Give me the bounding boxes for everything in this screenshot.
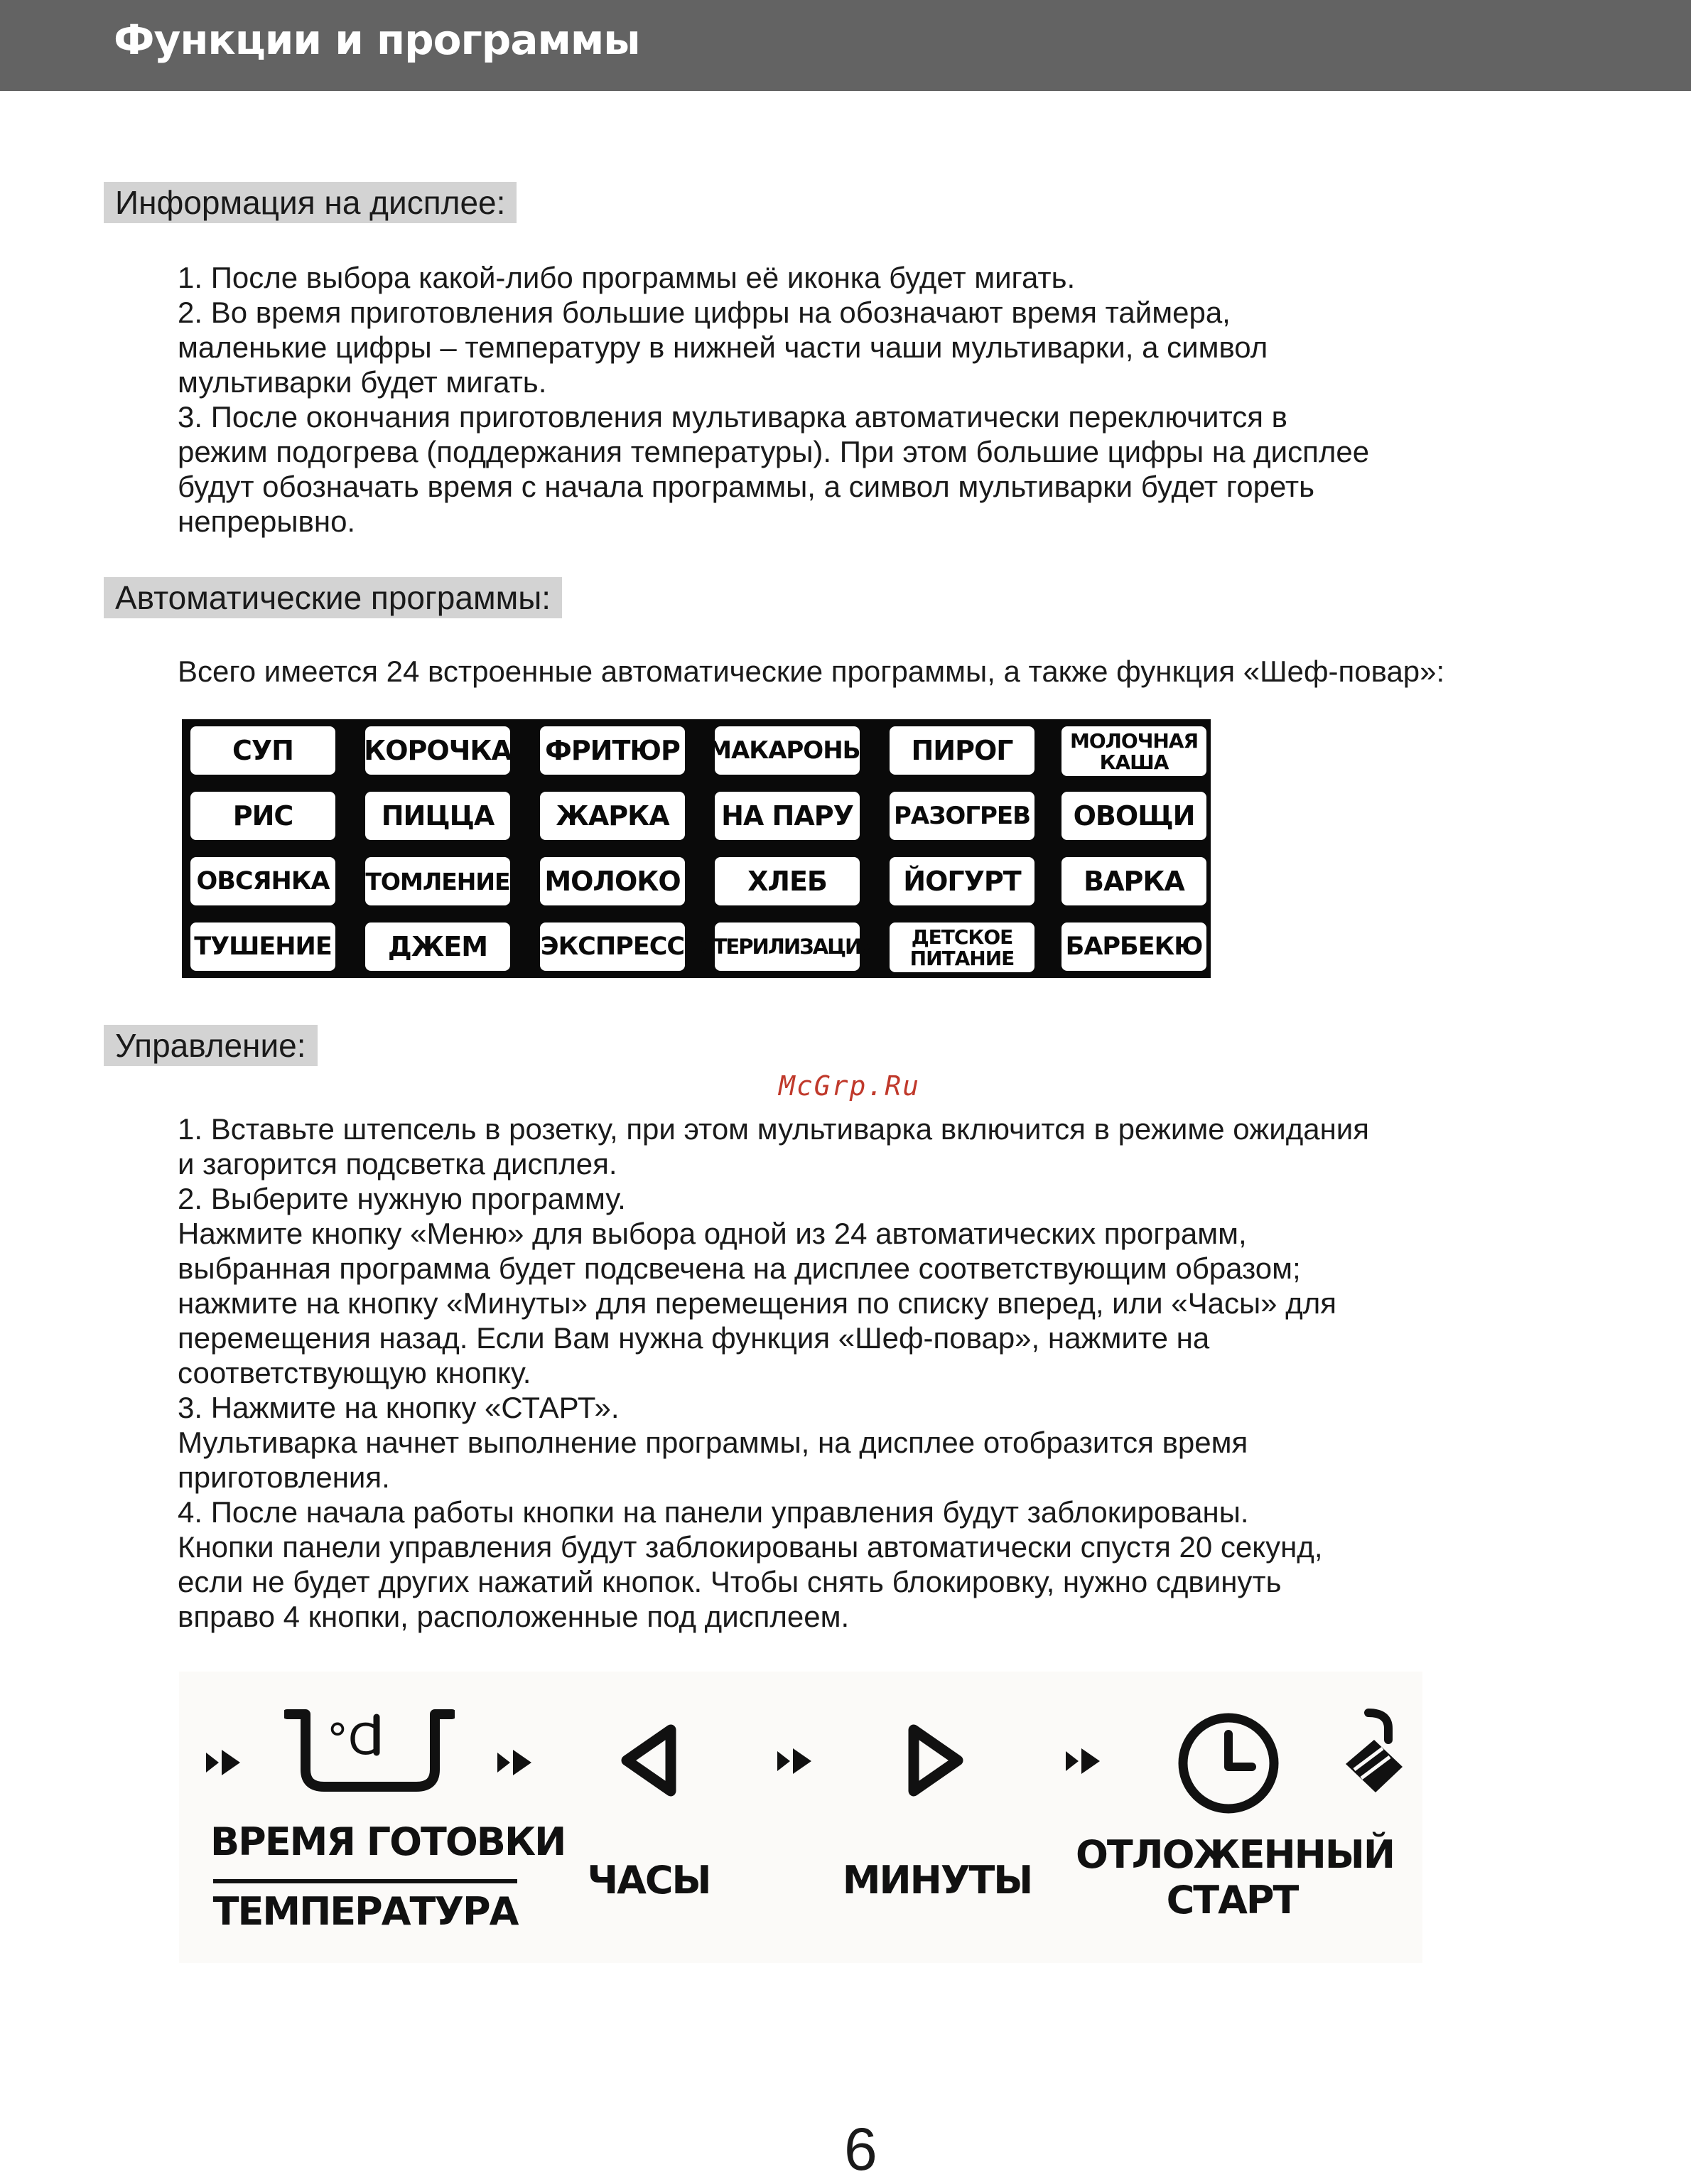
chevron-double-icon [1064,1745,1114,1777]
page-number: 6 [844,2116,877,2183]
text-line: мультиварки будет мигать. [178,365,547,399]
program-steam[interactable]: НА ПАРУ [715,792,860,840]
program-pasta[interactable]: МАКАРОНЫ [715,726,860,775]
pot-temperature-icon [284,1707,455,1800]
program-frying[interactable]: ЖАРКА [540,792,685,840]
lock-slide-icon [1339,1709,1410,1808]
text-line: выбранная программа будет подсвечена на дисплее соответствующим образом; [178,1252,1301,1285]
text-line: соответствующую кнопку. [178,1356,531,1389]
program-soup[interactable]: СУП [190,726,335,775]
text-line: 3. Нажмите на кнопку «СТАРТ». [178,1391,620,1424]
text-line: режим подогрева (поддержания температуры). При этом большие цифры на дисплее [178,435,1370,468]
section-label-display-info: Информация на дисплее: [104,182,517,223]
text-line: 1. После выбора какой-либо программы её иконка будет мигать. [178,261,1076,294]
triangle-right-icon[interactable] [904,1721,968,1800]
chevron-double-icon [205,1747,254,1778]
triangle-left-icon[interactable] [617,1721,681,1800]
program-vegetables[interactable]: ОВОЩИ [1061,792,1206,840]
display-info-text [178,260,1528,539]
cooking-time-label: ВРЕМЯ ГОТОВКИ [210,1819,566,1864]
clock-icon[interactable] [1175,1710,1282,1817]
program-yogurt[interactable]: ЙОГУРТ [890,857,1034,905]
delayed-start-label-line1: ОТЛОЖЕННЫЙ [1076,1832,1395,1877]
program-oatmeal[interactable]: ОВСЯНКА [190,857,335,905]
program-milk[interactable]: МОЛОКО [540,857,685,905]
temperature-label: ТЕМПЕРАТУРА [212,1889,518,1934]
program-pizza[interactable]: ПИЦЦА [365,792,510,840]
program-display-panel [182,719,1211,978]
chevron-double-icon [776,1745,826,1777]
auto-programs-intro [178,654,1528,689]
program-deep-fry[interactable]: ФРИТЮР [540,726,685,775]
program-pie[interactable]: ПИРОГ [890,726,1034,775]
text-line: 3. После окончания приготовления мультиварка автоматически переключится в [178,400,1287,434]
section-label-control: Управление: [104,1025,318,1066]
text-line: перемещения назад. Если Вам нужна функция «Шеф-повар», нажмите на [178,1321,1210,1355]
chevron-double-icon [496,1747,546,1778]
control-panel-illustration [179,1672,1422,1963]
program-simmer[interactable]: ТОМЛЕНИЕ [365,857,510,905]
text-line: 4. После начала работы кнопки на панели управления будут заблокированы. [178,1495,1249,1529]
program-label-line: МОЛОЧНАЯ КАША [1069,729,1198,774]
text-line: и загорится подсветка дисплея. [178,1147,617,1180]
program-reheat[interactable]: РАЗОГРЕВ [890,792,1034,840]
program-crust[interactable]: КОРОЧКА [365,726,510,775]
program-baby-food[interactable] [890,922,1034,972]
label-divider [213,1879,517,1883]
program-express[interactable]: ЭКСПРЕСС [540,922,685,971]
section-label-auto-programs: Автоматические программы: [104,577,562,618]
program-rice[interactable]: РИС [190,792,335,840]
text-line: 1. Вставьте штепсель в розетку, при этом мультиварка включится в режиме ожидания [178,1112,1369,1146]
temperature-symbol: °C [327,1715,378,1765]
program-stew[interactable]: ТУШЕНИЕ [190,922,335,971]
text-line: Мультиварка начнет выполнение программы, на дисплее отобразится время [178,1426,1248,1459]
program-milk-porridge[interactable] [1061,726,1206,776]
text-line: Нажмите кнопку «Меню» для выбора одной из 24 автоматических программ, [178,1217,1247,1250]
page-title: Функции и программы [114,16,640,64]
minutes-label: МИНУТЫ [842,1858,1032,1903]
text-line: нажмите на кнопку «Минуты» для перемещения по списку вперед, или «Часы» для [178,1286,1336,1320]
program-boil[interactable]: ВАРКА [1061,857,1206,905]
control-text [178,1112,1528,1634]
text-line: Кнопки панели управления будут заблокированы автоматически спустя 20 секунд, [178,1530,1323,1564]
text-line: маленькие цифры – температуру в нижней части чаши мультиварки, а символ [178,330,1268,364]
watermark: McGrp.Ru [779,1070,921,1102]
program-sterilization[interactable]: СТЕРИЛИЗАЦИЯ [715,922,860,971]
text-line: если не будет других нажатий кнопок. Чтобы снять блокировку, нужно сдвинуть [178,1565,1282,1598]
delayed-start-label-line2: СТАРТ [1166,1878,1298,1922]
text-line: непрерывно. [178,505,356,538]
text-line: Всего имеется 24 встроенные автоматические программы, а также функция «Шеф-повар»: [178,655,1445,688]
text-line: вправо 4 кнопки, расположенные под дисплеем. [178,1600,850,1633]
text-line: 2. Во время приготовления большие цифры на обозначают время таймера, [178,296,1231,329]
header-bar [0,0,1691,91]
text-line: будут обозначать время с начала программы, а символ мультиварки будет гореть [178,470,1315,503]
hours-label: ЧАСЫ [587,1858,711,1903]
program-label-line: ДЕТСКОЕ ПИТАНИЕ [909,925,1015,970]
program-barbecue[interactable]: БАРБЕКЮ [1061,922,1206,971]
text-line: 2. Выберите нужную программу. [178,1182,626,1215]
program-jam[interactable]: ДЖЕМ [365,922,510,971]
text-line: приготовления. [178,1461,390,1494]
program-bread[interactable]: ХЛЕБ [715,857,860,905]
